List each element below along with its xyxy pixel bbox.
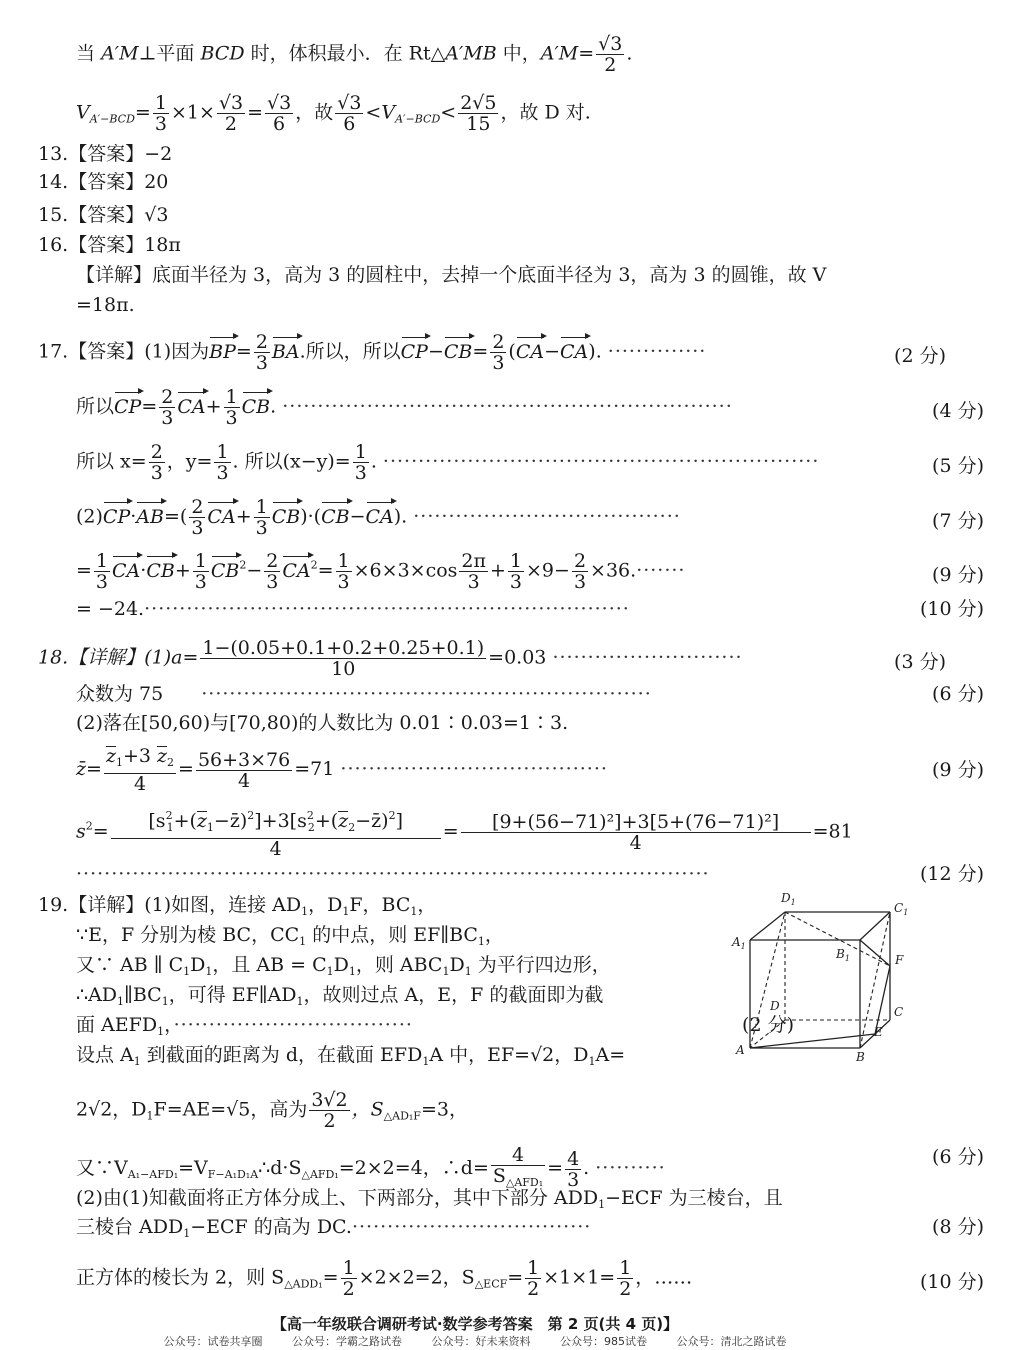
- q19-line-3: 又∵ AB ∥ $C_1D_1$，且 AB = $C_1D_1$，则 $ABC_1D_1$ 为平行四边形，: [76, 954, 611, 978]
- label-B: B: [856, 1050, 865, 1064]
- q17-line-3: 所以 x= $\frac{2}{3}$ ，y= $\frac{1}{3}$ . 所以(x−y)= $\frac{1}{3}$ . ······························································ (5 分): [76, 441, 984, 484]
- q19-line-1: 19.【详解】(1)如图，连接 $AD_1$，$D_1F$，$BC_1$，: [38, 894, 437, 918]
- label-D: D: [770, 999, 780, 1013]
- footer-note: 公众号：学霸之路试卷: [292, 1335, 402, 1348]
- edge-D1A1: [750, 912, 785, 940]
- q19-line-9: (2)由(1)知截面将正方体分成上、下两部分，其中下部分 $ADD_1-ECF$ 为三棱台，且: [76, 1187, 783, 1211]
- label-C: C: [894, 1005, 904, 1019]
- q18-line-4: z̄= $\frac{z_1+3 z_2}{4}$ = $\frac{56+3\times 76}{4}$ =71 ······································ (9 分): [76, 745, 984, 795]
- footer-note: 公众号：试卷共享圈: [163, 1335, 263, 1348]
- q17-line-4: (2)CP·AB=( $\frac{2}{3}$ CA+ $\frac{1}{3}$ CB)·(CB−CA). ······································ (7 分): [76, 496, 984, 539]
- q17-line-6: = −24.····································································· (10 分): [76, 598, 984, 620]
- label-A: A: [736, 1043, 745, 1057]
- q19-line-10: 三棱台 $ADD_1-ECF$ 的高为 DC.·································· (8 分): [76, 1216, 984, 1240]
- label-F: F: [895, 953, 904, 967]
- q18-line-3: (2)落在[50,60)与[70,80)的人数比为 0.01∶0.03=1∶3.: [76, 712, 569, 734]
- footer-note: 公众号：清北之路试卷: [676, 1335, 787, 1348]
- q19-line-11: 正方体的棱长为 2，则 $S_{\triangle ADD_1}=$ $\frac{1}{2}$ ×2×2=2，$S_{\triangle ECF}=$ $\frac{1}{2}$ ×1×1= $\frac{1}{2}$ ，…… (10 分): [76, 1257, 984, 1300]
- label-E: E: [874, 1025, 883, 1039]
- label-C1: $C_1$: [894, 901, 909, 917]
- q19-line-5: 面 $AEFD_1$，·································· (2 分): [76, 1014, 794, 1038]
- edge-AD1: [750, 912, 785, 1048]
- label-A1: $A_1$: [732, 935, 746, 951]
- q19-line-8: 又$\because V_{A_1-AFD_1}=V_{F-A_1D_1A}\therefore d\cdot S_{\triangle AFD_1}=2\times 2=4$，∴d= $\frac{4}{S_{\triangle AFD_1}}$ = $\frac{4}{3}$ . ·········· (6 分): [76, 1144, 984, 1191]
- edge-AE: [750, 1034, 875, 1048]
- q17-line-2: 所以CP= $\frac{2}{3}$ CA+ $\frac{1}{3}$ CB. ································································ (4 分): [76, 386, 984, 429]
- edge-B1C1: [860, 912, 890, 940]
- answer-16: 16.【答案】18π: [38, 234, 181, 256]
- cube-diagram: [728, 884, 918, 1062]
- edge-DA: [750, 1020, 785, 1048]
- q18-line-1: 18.【详解】(1)a= $\frac{1-(0.05+0.1+0.2+0.25+0.1)}{10}$ =0.03 ··························· (3 分): [38, 637, 946, 680]
- q17-line-5: = $\frac{1}{3}$ CA·CB+ $\frac{1}{3}$ $CB^2-$ $\frac{2}{3}$ $CA^2=$ $\frac{1}{3}$ ×6×3×cos $\frac{2\pi}{3}$ + $\frac{1}{3}$ ×9− $\frac{2}{3}$ ×36.······· (9 分): [76, 550, 984, 593]
- q18-line-2: 众数为 75 ································································ (6 分): [76, 683, 984, 705]
- q19-line-7: 2√2，$D_1F=AE=√5$，高为 $\frac{3√2}{2}$ ，$S_{\triangle AD_1F}=3$，: [76, 1089, 468, 1132]
- edge-EF: [875, 966, 890, 1034]
- edge-FC1diag: [860, 940, 890, 966]
- q19-line-2: ∵E，F 分别为棱 BC，$CC_1$ 的中点，则 $EF\parallel BC_1$，: [76, 924, 504, 948]
- page-footer-notes: [0, 1333, 950, 1349]
- q18-line-5: $s^2=$ $\frac{[s^2_1+(z_1-z̄)^2]+3[s^2_2+(z_2-z̄)^2]}{4}$ = $\frac{\text{[9+(56−71)²]+3[5+(76−71)²]}}{4}$ =81: [76, 806, 1026, 859]
- solution-line: $V_{A'-BCD}=$ $\frac{1}{3}$ ×1× $\frac{√3}{2}$ = $\frac{√3}{6}$ ，故 $\frac{√3}{6}$ $<V_{A'-BCD}<$ $\frac{2√5}{15}$ ，故 D 对.: [76, 92, 591, 135]
- label-B1: $B_1$: [836, 947, 850, 963]
- explanation-16: 【详解】底面半径为 3，高为 3 的圆柱中，去掉一个底面半径为 3，高为 3 的圆锥，故 V: [76, 264, 827, 286]
- q19-line-4: $\therefore AD_1\parallel BC_1$，可得 $EF\parallel AD_1$，故则过点 A，E，F 的截面即为截: [76, 984, 604, 1008]
- answer-13: 13.【答案】−2: [38, 143, 173, 165]
- footer-note: 公众号：好未来资料: [431, 1335, 531, 1348]
- label-D1: $D_1$: [781, 891, 796, 907]
- page-footer-title: 【高一年级联合调研考试·数学参考答案 第 2 页(共 4 页)】: [271, 1315, 679, 1333]
- footer-note: 公众号：985试卷: [560, 1335, 647, 1348]
- explanation-16-cont: =18π.: [76, 294, 135, 316]
- answer-14: 14.【答案】20: [38, 171, 169, 193]
- solution-line: 当 A′M⊥平面 BCD 时，体积最小．在 Rt△A′MB 中，A′M= $\frac{√3}{2}$ .: [76, 33, 633, 76]
- q17-line-1: 17.【答案】(1)因为BP= $\frac{2}{3}$ BA.所以，所以CP−CB= $\frac{2}{3}$ (CA−CA). ·············· (2 分): [38, 331, 946, 374]
- q19-line-6: 设点 $A_1$ 到截面的距离为 d，在截面 $EFD_1A$ 中，EF=√2，$D_1A=$: [76, 1044, 626, 1068]
- q18-line-6: ·························································································· (12 分): [76, 863, 984, 885]
- answer-15: 15.【答案】√3: [38, 204, 169, 226]
